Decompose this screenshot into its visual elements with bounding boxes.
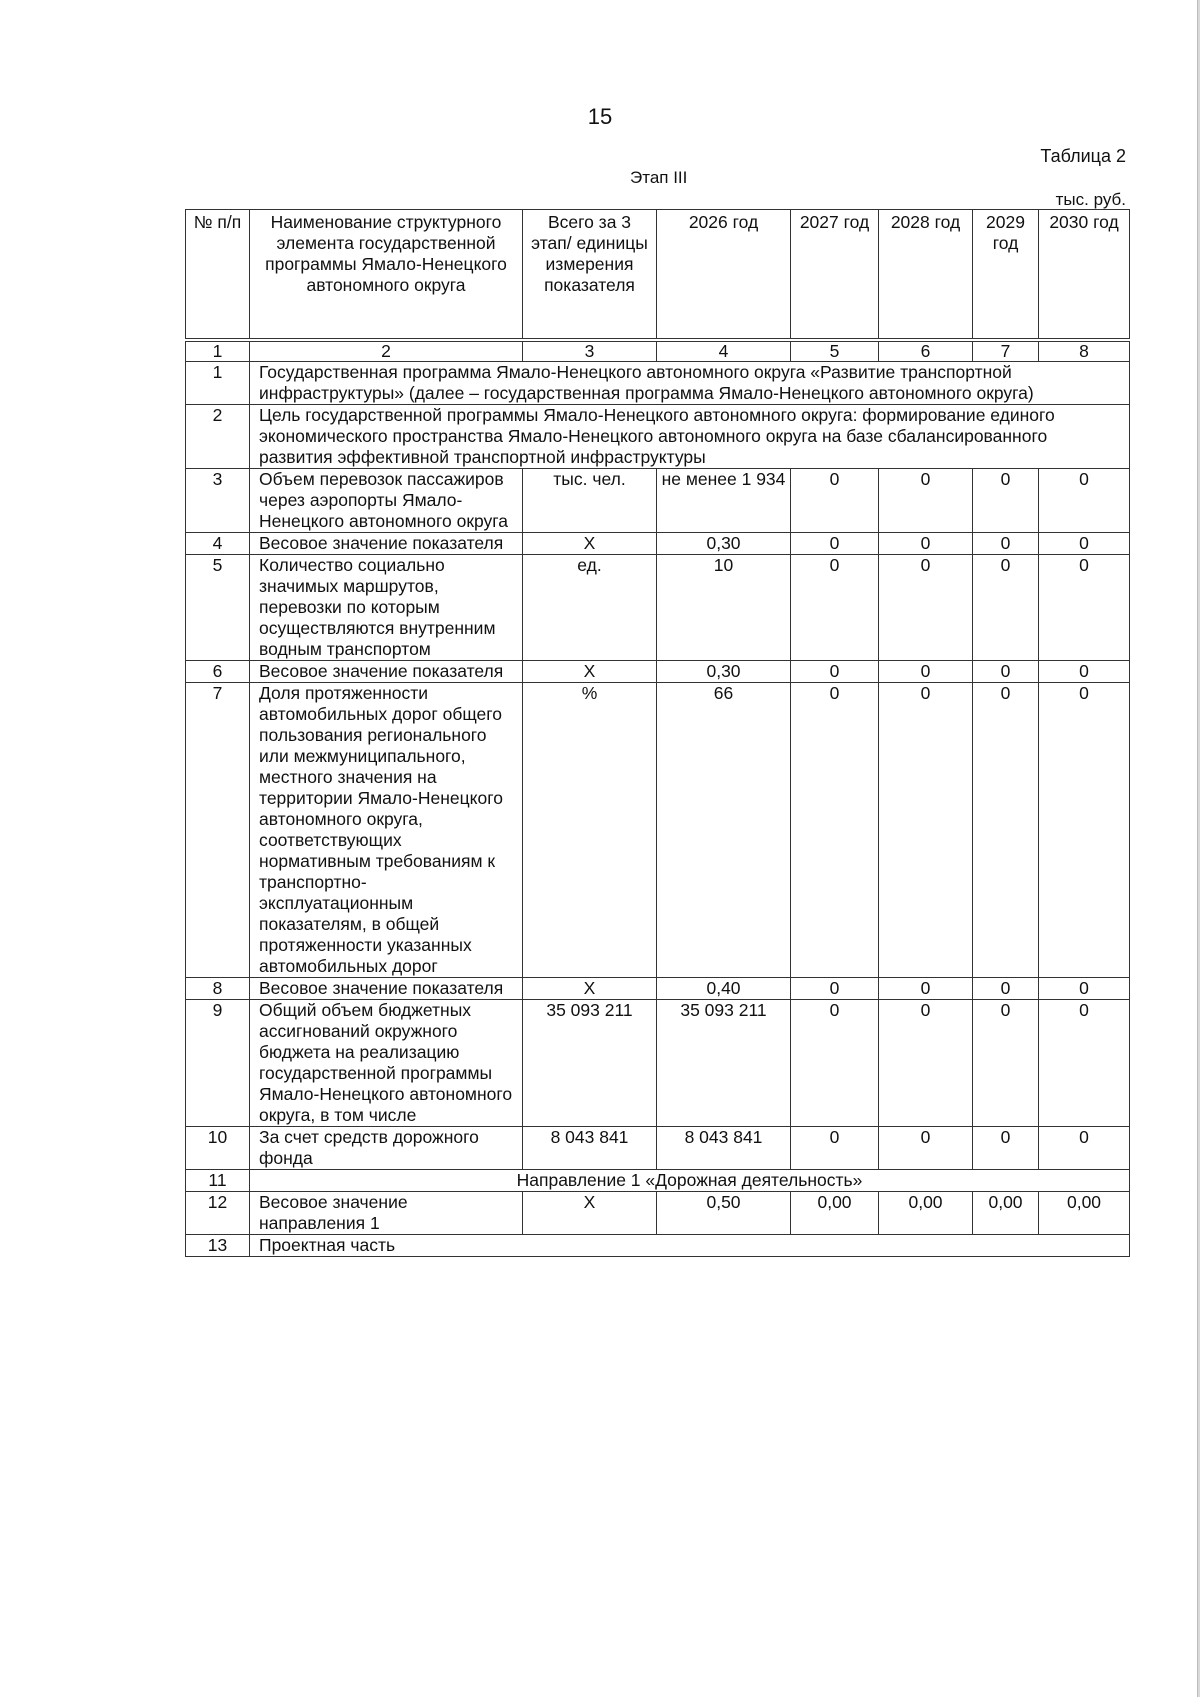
table-row [186,1235,1130,1257]
row-2028: 0 [879,469,973,533]
header-2029: 2029 год [973,210,1039,341]
row-2026: 0,50 [657,1192,791,1235]
row-name: Весовое значение показателя [250,661,523,683]
header-num: № п/п [186,210,250,341]
header-2028: 2028 год [879,210,973,341]
row-num: 1 [186,362,250,405]
row-num: 12 [186,1192,250,1235]
indicators-table [185,209,1130,1257]
table-row [186,1127,1130,1170]
row-2029: 0 [973,469,1039,533]
row-2029: 0,00 [973,1192,1039,1235]
row-num: 9 [186,1000,250,1127]
row-2029: 0 [973,661,1039,683]
row-2030: 0 [1039,469,1130,533]
row-name: Объем перевозок пассажиров через аэропорты Ямало-Ненецкого автономного округа [250,469,523,533]
table-row [186,405,1130,469]
direction-title: Направление 1 «Дорожная деятельность» [250,1170,1130,1192]
row-num: 2 [186,405,250,469]
table-row [186,555,1130,661]
row-total: тыс. чел. [523,469,657,533]
row-num: 5 [186,555,250,661]
header-name: Наименование структурного элемента государственной программы Ямало-Ненецкого автономного округа [250,210,523,341]
row-total: 8 043 841 [523,1127,657,1170]
row-name: Доля протяженности автомобильных дорог общего пользования регионального или межмуниципального, местного значения на территории Ямало-Ненецкого автономного округа, соответствующих нормативным требованиям к транспортно-эксплуатационным показателям, в общей протяженности указанных автомобильных дорог [250,683,523,978]
header-total: Всего за 3 этап/ единицы измерения показателя [523,210,657,341]
row-2030: 0 [1039,1000,1130,1127]
row-2030: 0 [1039,1127,1130,1170]
row-2029: 0 [973,978,1039,1000]
row-2027: 0 [791,683,879,978]
row-2027: 0,00 [791,1192,879,1235]
row-2028: 0 [879,533,973,555]
row-2027: 0 [791,469,879,533]
header-2026: 2026 год [657,210,791,341]
column-number: 5 [791,340,879,362]
row-2030: 0 [1039,683,1130,978]
row-name: Весовое значение направления 1 [250,1192,523,1235]
row-2026: 8 043 841 [657,1127,791,1170]
row-2029: 0 [973,683,1039,978]
units-label: тыс. руб. [1055,190,1126,209]
table-row [186,1170,1130,1192]
header-2030: 2030 год [1039,210,1130,341]
row-2026: не менее 1 934 [657,469,791,533]
row-num: 11 [186,1170,250,1192]
row-2028: 0 [879,978,973,1000]
table-row [186,661,1130,683]
column-number: 6 [879,340,973,362]
row-2029: 0 [973,1127,1039,1170]
row-2029: 0 [973,533,1039,555]
row-num: 6 [186,661,250,683]
row-2026: 66 [657,683,791,978]
row-num: 4 [186,533,250,555]
row-2028: 0,00 [879,1192,973,1235]
column-number: 3 [523,340,657,362]
row-total: Х [523,661,657,683]
table-header-row [186,210,1130,341]
row-name: За счет средств дорожного фонда [250,1127,523,1170]
row-2026: 10 [657,555,791,661]
row-2028: 0 [879,683,973,978]
row-2026: 35 093 211 [657,1000,791,1127]
column-number: 4 [657,340,791,362]
row-2030: 0 [1039,978,1130,1000]
header-2027: 2027 год [791,210,879,341]
row-2027: 0 [791,661,879,683]
row-2027: 0 [791,1127,879,1170]
row-total: Х [523,978,657,1000]
row-total: % [523,683,657,978]
table-row [186,1192,1130,1235]
table-label: Таблица 2 [1040,146,1126,166]
program-title: Государственная программа Ямало-Ненецкого автономного округа «Развитие транспортной инфраструктуры» (далее – государственная программа Ямало-Ненецкого автономного округа) [250,362,1130,405]
row-2027: 0 [791,1000,879,1127]
row-total: Х [523,533,657,555]
table-row [186,978,1130,1000]
column-number: 2 [250,340,523,362]
row-2029: 0 [973,1000,1039,1127]
row-total: ед. [523,555,657,661]
row-2028: 0 [879,1000,973,1127]
row-num: 7 [186,683,250,978]
row-name: Общий объем бюджетных ассигнований окружного бюджета на реализацию государственной программы Ямало-Ненецкого автономного округа, в том числе [250,1000,523,1127]
row-2030: 0 [1039,555,1130,661]
row-name: Весовое значение показателя [250,978,523,1000]
row-2026: 0,40 [657,978,791,1000]
row-num: 8 [186,978,250,1000]
row-2026: 0,30 [657,661,791,683]
table-row [186,683,1130,978]
row-2026: 0,30 [657,533,791,555]
column-number: 7 [973,340,1039,362]
page-number: 15 [587,104,613,129]
table-row [186,362,1130,405]
row-num: 3 [186,469,250,533]
row-2030: 0 [1039,661,1130,683]
column-numbers-row [186,340,1130,362]
row-num: 10 [186,1127,250,1170]
row-2029: 0 [973,555,1039,661]
row-2028: 0 [879,555,973,661]
row-name: Количество социально значимых маршрутов, перевозки по которым осуществляются внутренним водным транспортом [250,555,523,661]
row-2028: 0 [879,1127,973,1170]
column-number: 1 [186,340,250,362]
row-num: 13 [186,1235,250,1257]
row-2030: 0 [1039,533,1130,555]
program-goal: Цель государственной программы Ямало-Ненецкого автономного округа: формирование единого экономического пространства Ямало-Ненецкого автономного округа на базе сбалансированного развития эффективной транспортной инфраструктуры [250,405,1130,469]
row-total: 35 093 211 [523,1000,657,1127]
table-row [186,533,1130,555]
column-number: 8 [1039,340,1130,362]
row-total: Х [523,1192,657,1235]
row-name: Весовое значение показателя [250,533,523,555]
row-2028: 0 [879,661,973,683]
row-2027: 0 [791,533,879,555]
row-2027: 0 [791,555,879,661]
row-name: Проектная часть [250,1235,1130,1257]
row-2030: 0,00 [1039,1192,1130,1235]
table-row [186,1000,1130,1127]
stage-label: Этап III [630,168,688,187]
table-row [186,469,1130,533]
row-2027: 0 [791,978,879,1000]
